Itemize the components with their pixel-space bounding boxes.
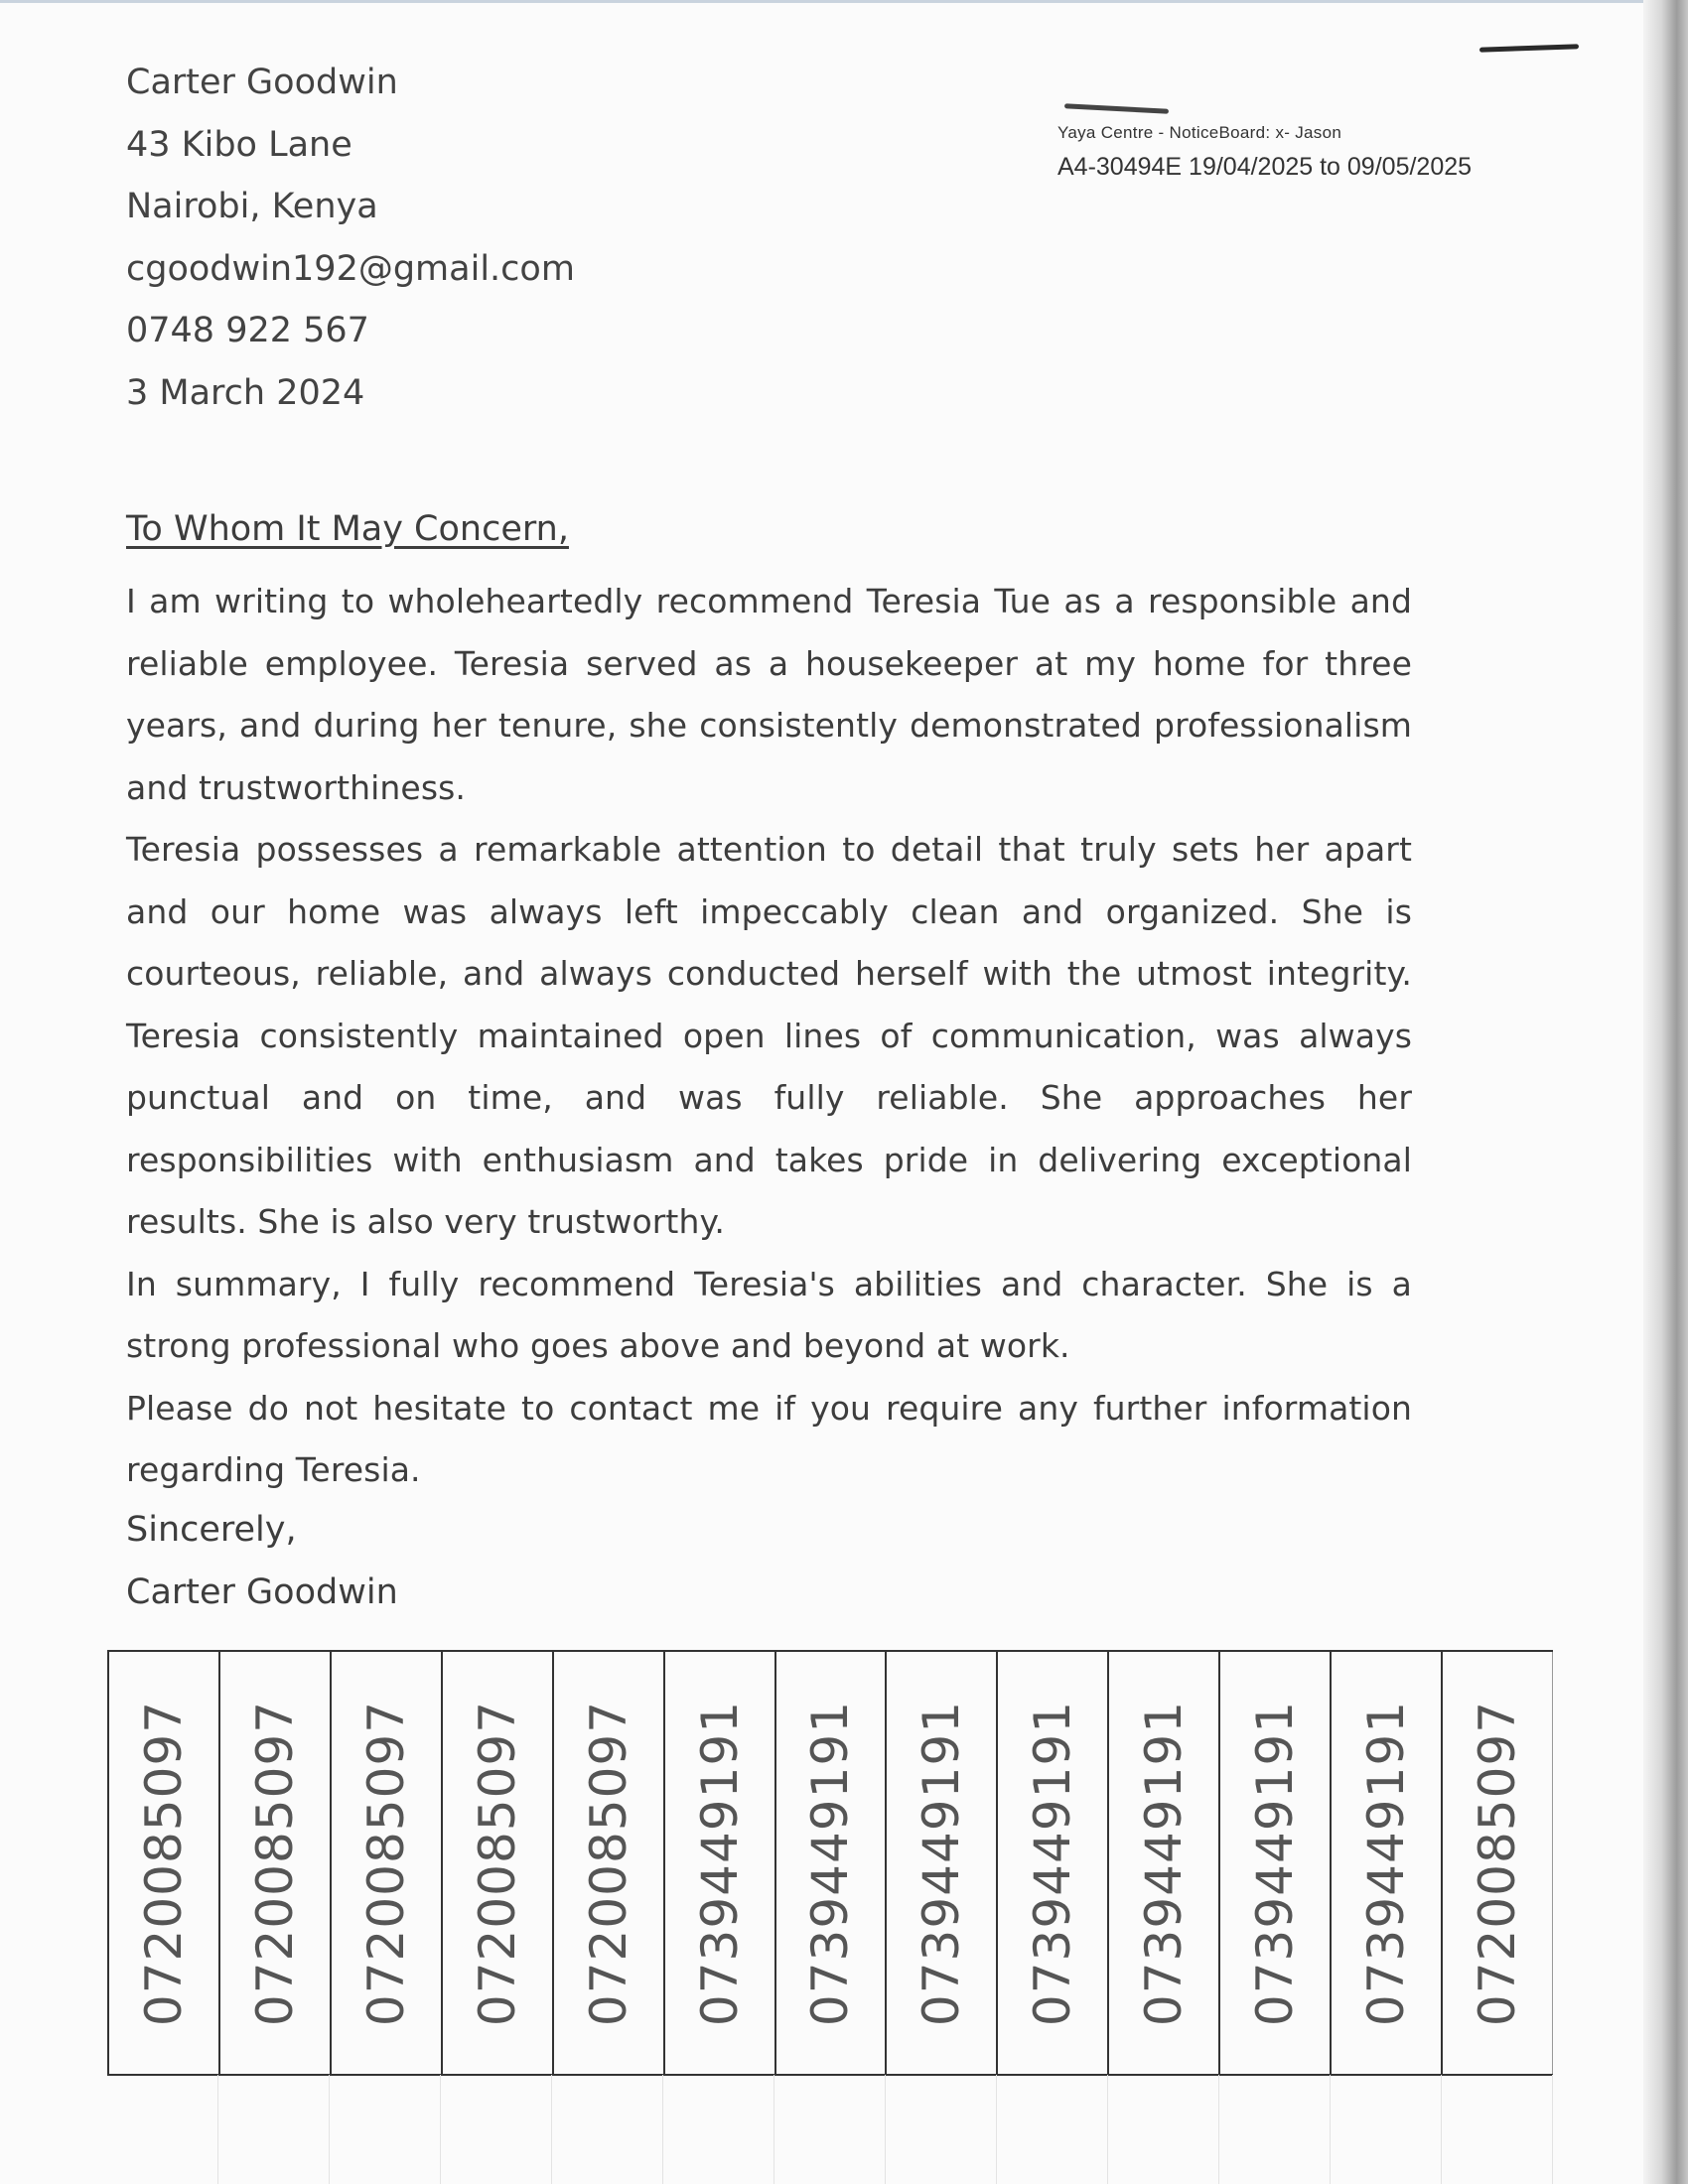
pen-mark xyxy=(1064,103,1169,113)
sender-phone: 0748 922 567 xyxy=(126,311,369,350)
tear-tab-phone: 0720085097 xyxy=(468,1700,526,2026)
paragraph: I am writing to wholeheartedly recommend Teresia Tue as a responsible and reliable employee. Teresia served as a housekeeper at my home for three years, and during her tenure, she consistently demonstrated professionalism and trustworthiness. xyxy=(126,582,1412,807)
letter-body xyxy=(126,571,1412,1502)
stamp-line1: Yaya Centre - NoticeBoard: x- Jason xyxy=(1057,123,1342,142)
sender-email: cgoodwin192@gmail.com xyxy=(126,248,575,289)
closing: Sincerely, xyxy=(126,1510,297,1550)
tear-tab-phone: 0720085097 xyxy=(1469,1700,1527,2026)
tear-tab-phone: 0739449191 xyxy=(913,1700,971,2026)
stamp-line2: A4-30494E 19/04/2025 to 09/05/2025 xyxy=(1057,153,1473,181)
tear-tab-phone: 0739449191 xyxy=(1024,1700,1082,2026)
salutation: To Whom It May Concern, xyxy=(126,509,569,549)
paragraph: Teresia possesses a remarkable attention to detail that truly sets her apart and our home was always left impeccably clean and organized. She is courteous, reliable, and always conducted herself with the utmost integrity. Teresia consistently maintained open lines of communication, was always punctual and on time, and was fully reliable. She approaches her responsibilities with enthusiasm and takes pride in delivering exceptional results. She is also very trustworthy. xyxy=(126,830,1412,1241)
tear-tab[interactable] xyxy=(441,1652,552,2074)
tear-tab[interactable] xyxy=(330,1652,441,2074)
sender-address-line2: Nairobi, Kenya xyxy=(126,187,378,226)
tear-tab[interactable] xyxy=(1330,1652,1441,2074)
tear-tab[interactable] xyxy=(1218,1652,1330,2074)
tear-tab-phone: 0739449191 xyxy=(690,1700,749,2026)
tear-tab-phone: 0739449191 xyxy=(1357,1700,1416,2026)
faint-cut-lines xyxy=(107,2075,1553,2184)
tear-tab-phone: 0739449191 xyxy=(1246,1700,1305,2026)
tear-off-tabs xyxy=(107,1650,1553,2076)
tear-tab[interactable] xyxy=(663,1652,774,2074)
letter-date: 3 March 2024 xyxy=(126,372,365,413)
tear-tab-phone: 0720085097 xyxy=(134,1700,193,2026)
tear-tab-phone: 0720085097 xyxy=(245,1700,304,2026)
tear-tab-phone: 0720085097 xyxy=(356,1700,415,2026)
signature-name: Carter Goodwin xyxy=(126,1571,398,1612)
sender-address-line1: 43 Kibo Lane xyxy=(126,124,352,165)
tear-tab-phone: 0739449191 xyxy=(1135,1700,1194,2026)
tear-tab[interactable] xyxy=(218,1652,330,2074)
tear-tab[interactable] xyxy=(885,1652,996,2074)
tear-tab[interactable] xyxy=(1441,1652,1553,2074)
paragraph: Please do not hesitate to contact me if you require any further information regarding Teresia. xyxy=(126,1388,1412,1489)
paragraph: In summary, I fully recommend Teresia's abilities and character. She is a strong professional who goes above and beyond at work. xyxy=(126,1264,1412,1365)
page-top-edge xyxy=(0,0,1688,3)
tear-tab[interactable] xyxy=(552,1652,663,2074)
tear-tab[interactable] xyxy=(107,1652,218,2074)
sender-name: Carter Goodwin xyxy=(126,63,398,102)
scan-shadow-edge xyxy=(1643,0,1688,2184)
tear-tab-phone: 0720085097 xyxy=(579,1700,637,2026)
pen-mark xyxy=(1479,44,1579,52)
sender-block xyxy=(126,52,575,424)
tear-tab-phone: 0739449191 xyxy=(801,1700,860,2026)
tear-tab[interactable] xyxy=(1107,1652,1218,2074)
noticeboard-stamp xyxy=(1057,123,1472,182)
tear-tab[interactable] xyxy=(996,1652,1107,2074)
closing-block xyxy=(126,1499,398,1623)
tear-tab[interactable] xyxy=(774,1652,886,2074)
